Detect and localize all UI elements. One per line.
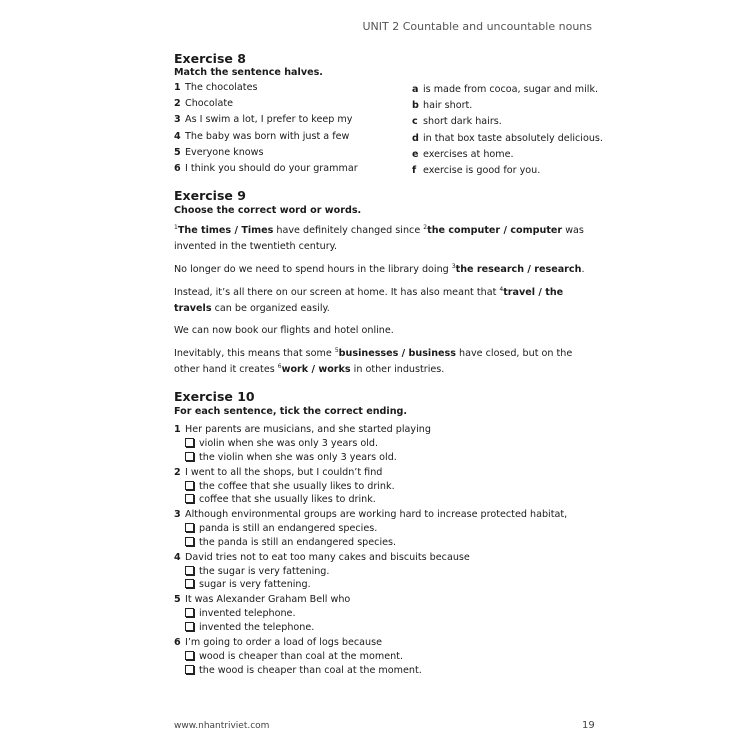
match-left-item [174,98,233,109]
option-text: invented the telephone. [199,621,315,633]
match-right-item [412,84,598,95]
question-number: 6 [174,637,181,648]
match-left-item [174,163,358,174]
text: Inevitably, this means that some [174,348,335,359]
option-text: invented telephone. [199,608,296,620]
option-text: the panda is still an endangered species. [199,536,397,548]
footer-website: www.nhantriviet.com [174,721,270,731]
match-left-item [174,114,352,125]
item-text: is made from cocoa, sugar and milk. [423,84,599,95]
paragraph [174,223,594,255]
gap-number: 1 [174,224,178,231]
exercise-title: Exercise 10 [174,389,255,404]
question [174,509,567,520]
text: No longer do we need to spend hours in the library doing [174,264,452,275]
item-text: hair short. [423,100,473,112]
option-text: the coffee that she usually likes to drink. [199,480,395,492]
answer-option[interactable] [185,537,396,548]
checkbox-icon[interactable] [185,622,194,631]
item-text: As I swim a lot, I prefer to keep my [185,114,353,126]
choice: travel / the travels [174,287,564,314]
item-number: 5 [174,146,181,158]
question-number: 1 [174,424,181,435]
item-number: 6 [174,163,181,174]
item-number: 1 [174,82,181,93]
question-number: 4 [174,551,181,563]
answer-option[interactable] [185,452,397,463]
paragraph [174,262,594,278]
paragraph [174,285,594,317]
option-text: sugar is very fattening. [199,579,311,591]
text: . [581,264,585,275]
question [174,424,431,435]
checkbox-icon[interactable] [185,566,194,575]
answer-option[interactable] [185,494,376,505]
choice: the research / research [455,264,582,275]
text: can be organized easily. [211,303,330,314]
item-number: 3 [174,114,181,126]
choice: work / works [281,364,351,375]
item-letter: f [412,165,417,176]
checkbox-icon[interactable] [185,579,194,588]
exercise-title: Exercise 8 [174,51,246,66]
item-text: Chocolate [185,98,234,110]
match-right-item [412,100,472,111]
question-text: I’m going to order a load of logs because [185,637,383,648]
item-text: I think you should do your grammar [185,163,358,174]
choice: the computer / computer [427,225,563,236]
text: have closed, but on the other hand it creates [174,348,573,375]
item-letter: d [412,132,419,144]
option-text: the wood is cheaper than coal at the moment. [199,664,422,676]
running-header: UNIT 2 Countable and uncountable nouns [362,20,592,33]
question-number: 2 [174,466,181,478]
exercise-instruction: For each sentence, tick the correct ending. [174,406,408,417]
checkbox-icon[interactable] [185,608,194,617]
gap-number: 4 [499,286,504,293]
option-text: panda is still an endangered species. [199,523,378,535]
answer-option[interactable] [185,566,329,577]
checkbox-icon[interactable] [185,537,194,546]
choice: The times / Times [177,225,274,236]
question-text: It was Alexander Graham Bell who [185,594,351,606]
match-right-item [412,116,502,127]
question [174,637,382,648]
answer-option[interactable] [185,608,296,619]
gap-number: 3 [451,263,456,270]
match-right-item [412,149,514,160]
match-left-item [174,131,349,142]
gap-number: 2 [423,224,428,231]
text: was invented in the twentieth century. [174,225,584,252]
choice: businesses / business [338,348,456,359]
answer-option[interactable] [185,481,395,492]
checkbox-icon[interactable] [185,481,194,490]
gap-number: 5 [334,347,339,354]
item-text: short dark hairs. [423,116,502,128]
item-text: Everyone knows [185,146,264,158]
text: We can now book our flights and hotel online. [174,325,394,336]
text: Instead, it’s all there on our screen at home. It has also meant that [174,287,500,298]
option-text: coffee that she usually likes to drink. [199,494,376,506]
item-text: exercise is good for you. [423,165,541,176]
option-text: the violin when she was only 3 years old. [199,451,397,463]
item-text: exercises at home. [423,148,514,160]
question-text: David tries not to eat too many cakes and biscuits because [185,551,470,563]
question [174,594,350,605]
item-text: The chocolates [185,82,258,93]
match-right-item [412,133,603,144]
exercise-instruction: Match the sentence halves. [174,67,323,78]
checkbox-icon[interactable] [185,452,194,461]
checkbox-icon[interactable] [185,665,194,674]
page-number: 19 [582,720,595,731]
checkbox-icon[interactable] [185,438,194,447]
answer-option[interactable] [185,651,403,662]
question-number: 5 [174,594,181,606]
answer-option[interactable] [185,665,422,676]
question-number: 3 [174,509,181,521]
answer-option[interactable] [185,622,314,633]
question-text: Although environmental groups are working hard to increase protected habitat, [185,509,568,521]
option-text: the sugar is very fattening. [199,565,330,577]
match-left-item [174,82,257,93]
answer-option[interactable] [185,438,378,449]
item-number: 4 [174,130,181,142]
question [174,552,470,563]
item-text: in that box taste absolutely delicious. [423,132,603,144]
text: in other industries. [350,364,445,375]
match-right-item [412,165,540,176]
checkbox-icon[interactable] [185,651,194,660]
question [174,467,382,478]
item-number: 2 [174,98,181,110]
match-left-item [174,147,264,158]
exercise-title: Exercise 9 [174,188,246,203]
question-text: Her parents are musicians, and she started playing [185,424,431,435]
text: have definitely changed since [273,225,424,236]
paragraph [174,346,594,378]
answer-option[interactable] [185,579,311,590]
option-text: violin when she was only 3 years old. [199,438,379,449]
checkbox-icon[interactable] [185,494,194,503]
item-letter: c [412,116,418,128]
gap-number: 6 [277,363,282,370]
answer-option[interactable] [185,523,377,534]
exercise-instruction: Choose the correct word or words. [174,205,362,216]
paragraph [174,323,594,339]
item-letter: b [412,100,419,112]
checkbox-icon[interactable] [185,523,194,532]
option-text: wood is cheaper than coal at the moment. [199,651,403,662]
question-text: I went to all the shops, but I couldn’t find [185,466,383,478]
item-letter: a [412,84,419,95]
item-letter: e [412,148,419,160]
item-text: The baby was born with just a few [185,130,350,142]
